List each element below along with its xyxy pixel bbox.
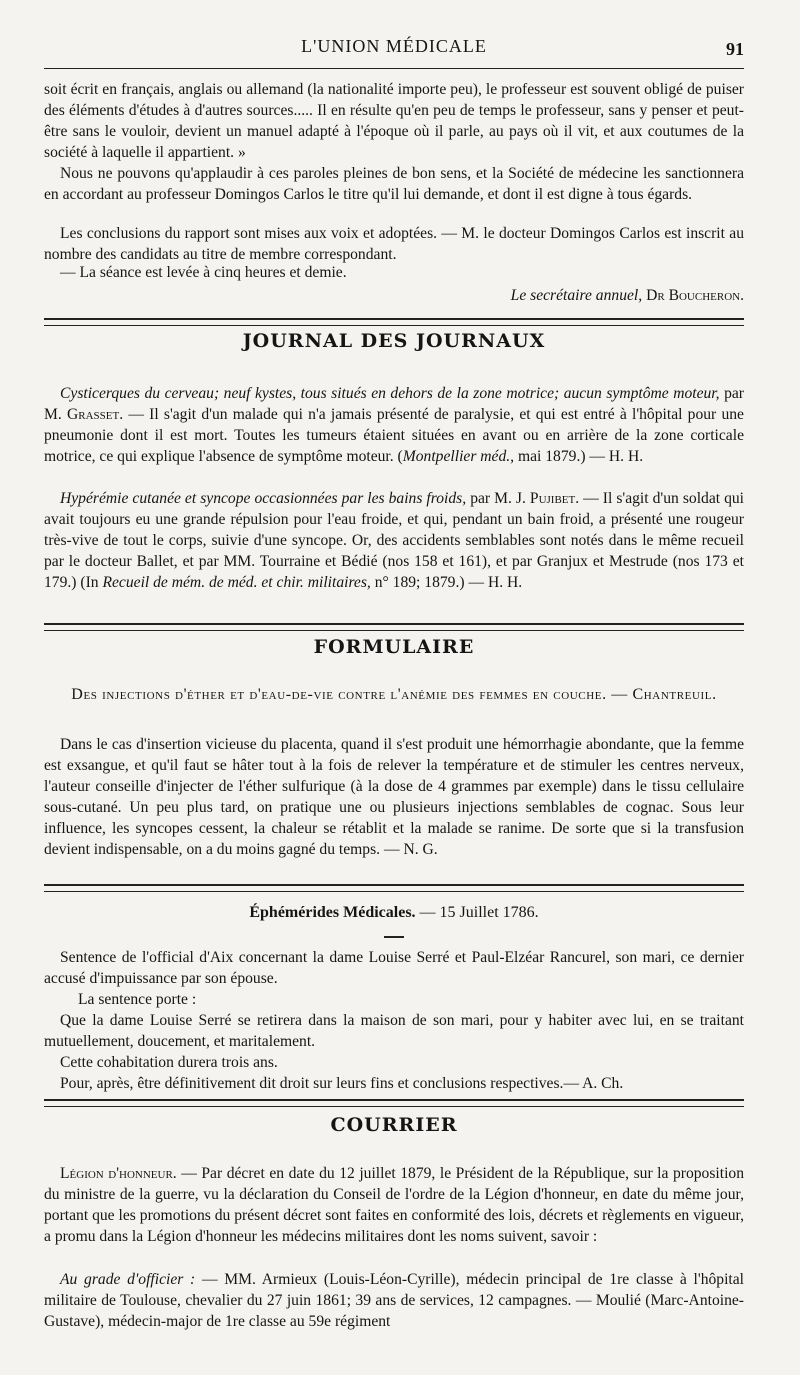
ephemerides-title: Éphémérides Médicales.: [249, 904, 416, 921]
section-rule-formulaire: [44, 623, 744, 631]
signature: [44, 287, 744, 305]
journal-page: [44, 0, 744, 1375]
intro-paragraph-3: Les conclusions du rapport sont mises aux voix et adoptées. — M. le docteur Domingos Carlos est inscrit au nombre des candidats au titre de membre correspondant.: [44, 225, 744, 263]
article-2-title: Hypérémie cutanée et syncope occasionnées par les bains froids,: [60, 490, 467, 507]
courrier-text: — Par décret en date du 12 juillet 1879, le Président de la République, sur la proposition du ministre de la guerre, vu la déclaration du Conseil de l'ordre de la Légion d'honneur, en date du même jour, portant que les promotions du présent décret sont faites en conformité des lois, décrets et règlements en vigueur, a promu dans la Légion d'honneur les médecins militaires dont les noms suivent, savoir :: [44, 1165, 744, 1245]
intro-paragraph-2: Nous ne pouvons qu'applaudir à ces paroles pleines de bon sens, et la Société de médecine les sanctionnera en accordant au professeur Domingos Carlos le titre qu'il lui demande, et dont il est digne à tous égards.: [44, 165, 744, 203]
section-rule-courrier: [44, 1099, 744, 1107]
article-2-text: — Il s'agit d'un soldat qui avait toujours eu une grande répulsion pour l'eau froide, et qui, pendant un bain froid, a présenté une rougeur très-vive de tout le corps, suivie d'une syncope. Or, des accidents semblables sont notés dans le même recueil par le docteur Ballet, et par MM. Tourraine et Bédié (nos 158 et 161), et par Granjux et Mestrude (nos 173 et 179.) (In: [44, 490, 745, 591]
page-number: 91: [726, 39, 744, 59]
courrier-promotions: — MM. Armieux (Louis-Léon-Cyrille), médecin principal de 1re classe à l'hôpital militaire de Toulouse, chevalier du 27 juin 1861; 39 ans de services, 12 campagnes. — Moulié (Marc-Antoine-Gustave), médecin-major de 1re classe au 59e régiment: [44, 1271, 744, 1330]
article-1-end: mai 1879.) — H. H.: [517, 447, 644, 465]
running-head: [44, 36, 744, 58]
ephemerides-paragraph-1: Sentence de l'official d'Aix concernant la dame Louise Serré et Paul-Elzéar Rancurel, son mari, ce dernier accusé d'impuissance par son épouse.: [44, 949, 744, 987]
signature-name: Boucheron.: [668, 287, 744, 304]
ephemerides-paragraph-4: Cette cohabitation durera trois ans.: [60, 1054, 278, 1071]
courrier-heading: COURRIER: [330, 1114, 458, 1136]
article-2-end: n° 189; 1879.) — H. H.: [374, 573, 523, 591]
courrier-grade: Au grade d'officier :: [60, 1271, 196, 1288]
running-head-title: L'UNION MÉDICALE: [301, 36, 487, 56]
article-1-title: Cysticerques du cerveau; neuf kystes, tous situés en dehors de la zone motrice; aucun symptôme moteur,: [60, 385, 720, 402]
courrier-paragraph-1: [44, 1164, 744, 1248]
header-rule: [44, 68, 744, 69]
article-2-by: par M. J.: [470, 490, 526, 507]
signature-label: Le secrétaire annuel,: [510, 287, 643, 304]
ephemerides-paragraph-3: Que la dame Louise Serré se retirera dans la maison de son mari, pour y habiter avec lui, en se traitant mutuellement, doucement, et maritalement.: [44, 1012, 744, 1050]
article-1-text: — Il s'agit d'un malade qui n'a jamais présenté de paralysie, et qui est entré à l'hôpital pour une pneumonie dont il est mort. Toutes les tumeurs étaient situées en avant ou en arrière de la zone corticale motrice, ce qui explique l'absence de symptôme moteur. (: [44, 405, 744, 465]
formulaire-body: Dans le cas d'insertion vicieuse du placenta, quand il s'est produit une hémorrhagie abondante, que la femme est exsangue, et qu'il faut se hâter tout à la fois de relever la température et de stimuler les centres nerveux, l'auteur conseille d'injecter de l'éther sulfurique (à la dose de 4 grammes par exemple) dans le tissu cellulaire sous-cutané. Un peu plus tard, on pratique une ou plusieurs injections semblables de cognac. Sous leur influence, les syncopes cessent, la chaleur se rétablit et la malade se ranime. De sorte que si la transfusion devient indispensable, on a du moins gagné du temps. — N. G.: [44, 736, 744, 858]
formulaire-heading: FORMULAIRE: [313, 636, 475, 658]
journal-article-1: [44, 384, 744, 468]
article-2-source: Recueil de mém. de méd. et chir. militaires,: [102, 573, 371, 591]
intro-paragraph-1: soit écrit en français, anglais ou allemand (la nationalité importe peu), le professeur est souvent obligé de puiser des éléments d'études à d'autres sources..... Il en résulte qu'en peu de temps le professeur, sans y penser et peut-être sans le vouloir, devient un manuel adapté à l'époque où il parle, au pays où il vit, et aux coutumes de la société à laquelle il appartient. »: [44, 81, 744, 161]
ephemerides-paragraph-5: Pour, après, être définitivement dit droit sur leurs fins et conclusions respectives.— A. Ch.: [60, 1075, 624, 1092]
article-1-source: Montpellier méd.,: [402, 447, 515, 465]
ephemerides-dash: [384, 936, 404, 938]
courrier-paragraph-2: [44, 1270, 744, 1333]
ephemerides-heading: [44, 904, 744, 922]
formulaire-subtitle: Des injections d'éther et d'eau-de-vie contre l'anémie des femmes en couche. — Chantreuil.: [71, 686, 717, 703]
section-rule-ephemerides: [44, 884, 744, 892]
intro-paragraph-4: — La séance est levée à cinq heures et demie.: [60, 264, 347, 281]
article-1-by: par M.: [44, 385, 744, 423]
courrier-lead: Légion d'honneur.: [60, 1165, 177, 1182]
article-2-author: Pujibet.: [529, 490, 580, 507]
article-1-author: Grasset.: [66, 405, 124, 423]
journal-heading: JOURNAL DES JOURNAUX: [242, 330, 546, 352]
section-rule-journal: [44, 318, 744, 326]
ephemerides-date: — 15 Juillet 1786.: [419, 904, 539, 921]
signature-title: Dr: [646, 287, 665, 304]
ephemerides-paragraph-2: La sentence porte :: [78, 991, 197, 1008]
journal-article-2: [44, 489, 744, 594]
